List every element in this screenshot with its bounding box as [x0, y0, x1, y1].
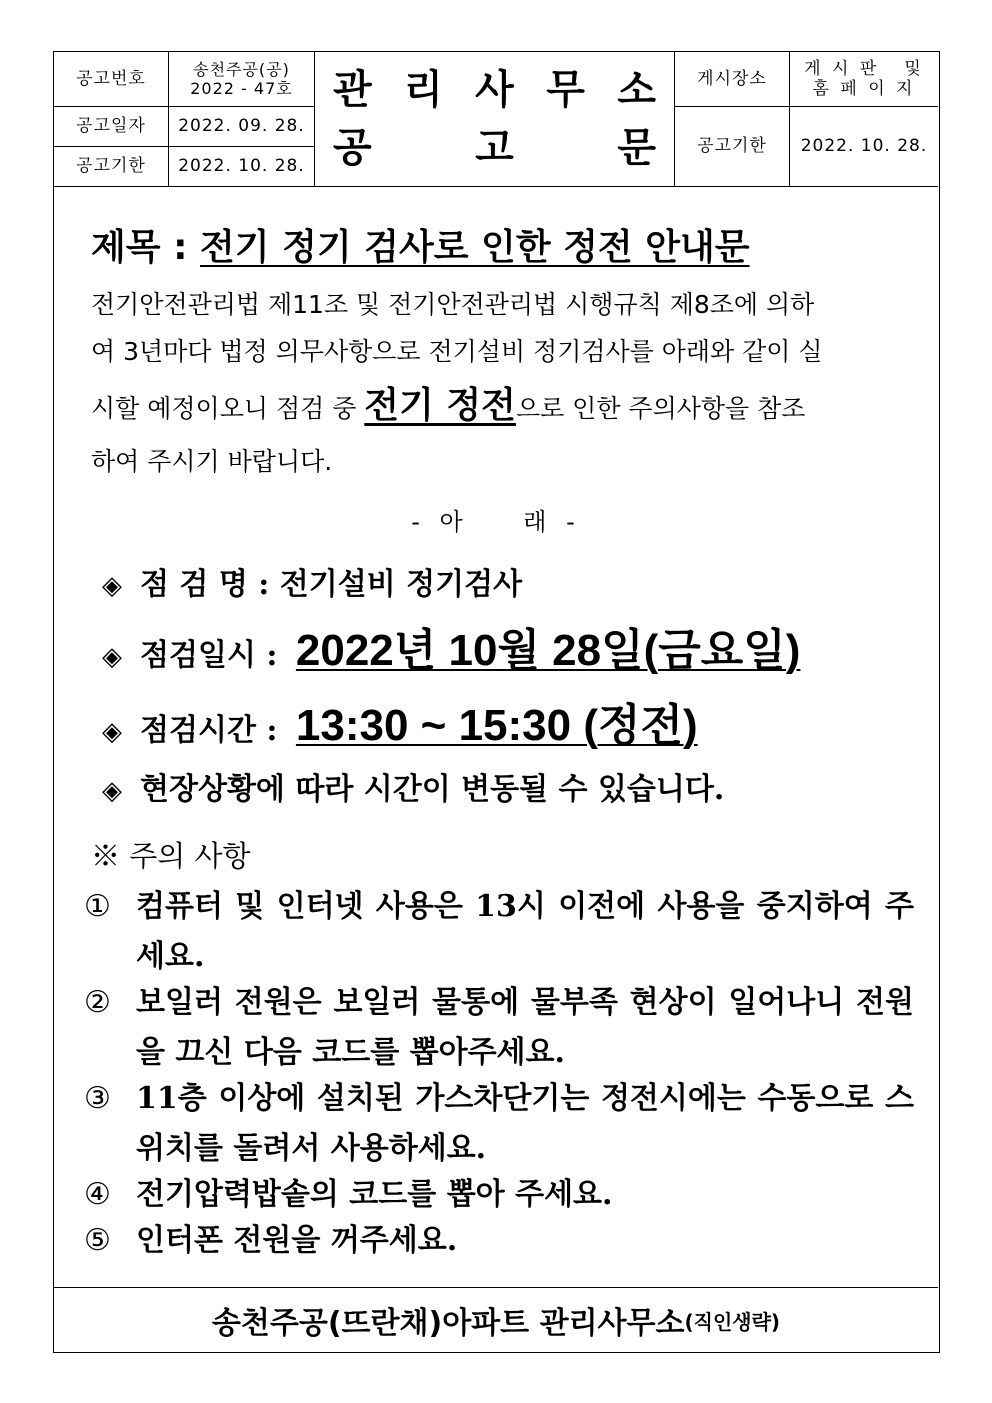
post-place-value-2: 홈 페 이 지	[812, 79, 916, 99]
header-table	[54, 52, 938, 187]
caution-text: 전기압력밥솥의 코드를 뽑아 주세요.	[136, 1177, 613, 1212]
caution-num: ②	[84, 985, 111, 1020]
caution-num: ①	[84, 889, 111, 924]
caution-heading: ※ 주의 사항	[91, 839, 251, 873]
big-title-line2	[315, 119, 675, 186]
caution-text: 보일러 전원은 보일러 물통에 물부족 현상이 일어나니 전원을 끄신 다음 코드를 뽑아주세요.	[136, 985, 914, 1070]
big-char: 무	[546, 66, 585, 113]
diamond-icon: ◈	[102, 717, 122, 747]
inspection-date-label: 점검일시 :	[140, 638, 288, 673]
caution-text: 인터폰 전원을 꺼주세요.	[136, 1223, 458, 1258]
caution-item-3	[84, 1074, 914, 1174]
inspection-time-value: 13:30 ~ 15:30 (정전)	[295, 701, 698, 750]
right-deadline-value: 2022. 10. 28.	[800, 136, 928, 157]
below-marker: - 아 래 -	[411, 508, 581, 536]
body-line-4: 하여 주시기 바랍니다.	[91, 447, 333, 476]
deadline-label: 공고기한	[54, 147, 169, 186]
footer-signature	[54, 1287, 938, 1352]
big-char: 관	[333, 66, 372, 113]
caution-item-1	[84, 882, 914, 982]
notice-date-value: 2022. 09. 28.	[169, 107, 315, 147]
title-text: 전기 정기 검사로 인한 정전 안내문	[200, 227, 750, 268]
caution-text: 11층 이상에 설치된 가스차단기는 정전시에는 수동으로 스위치를 돌려서 사용하세요.	[136, 1081, 914, 1166]
inspection-name-row	[102, 559, 522, 603]
post-place-value-1: 게 시 판 및	[804, 58, 924, 79]
inspection-date-row	[102, 614, 800, 678]
big-char: 리	[404, 66, 443, 113]
body-line-2: 여 3년마다 법정 의무사항으로 전기설비 정기검사를 아래와 같이 실	[91, 337, 823, 366]
caution-item-4	[84, 1170, 914, 1220]
body-line-3	[91, 377, 906, 428]
big-char: 문	[617, 124, 656, 171]
caution-num: ⑤	[84, 1223, 111, 1258]
diamond-icon: ◈	[102, 776, 122, 806]
inspection-time-label: 점검시간 :	[140, 713, 288, 748]
big-char: 고	[475, 124, 514, 171]
notice-no-value-2: 2022 - 47호	[190, 79, 293, 98]
diamond-icon: ◈	[102, 571, 122, 601]
right-deadline-label: 공고기한	[675, 107, 790, 186]
diamond-icon: ◈	[102, 642, 122, 672]
caution-text: 컴퓨터 및 인터넷 사용은 13시 이전에 사용을 중지하여 주세요.	[136, 889, 914, 974]
title-prefix: 제목 :	[91, 227, 201, 268]
post-place-label: 게시장소	[675, 52, 790, 107]
deadline-value: 2022. 10. 28.	[169, 147, 315, 186]
notice-frame	[53, 51, 940, 1353]
inspection-time-row	[102, 689, 698, 753]
notice-no-value	[169, 52, 315, 107]
notice-no-value-1: 송천주공(공)	[193, 59, 290, 79]
footer-seal-omitted: (직인생략)	[684, 1309, 781, 1334]
post-place-value	[790, 52, 938, 107]
body-line-3-pre: 시할 예정이오니 점검 중	[91, 394, 365, 423]
inspection-name-label: 점 검 명 :	[140, 567, 280, 602]
big-title-line1	[315, 52, 675, 119]
caution-num: ③	[84, 1081, 111, 1116]
inspection-name-value: 전기설비 정기검사	[279, 567, 523, 602]
big-char: 소	[617, 66, 656, 113]
inspection-date-value: 2022년 10월 28일(금요일)	[295, 626, 801, 675]
notice-no-label: 공고번호	[54, 52, 169, 107]
body-line-1: 전기안전관리법 제11조 및 전기안전관리법 시행규칙 제8조에 의하	[91, 290, 815, 319]
big-char: 사	[475, 66, 514, 113]
caution-item-5	[84, 1216, 914, 1266]
big-char: 공	[333, 124, 372, 171]
body-line-3-post: 으로 인한 주의사항을 참조	[515, 394, 806, 423]
caution-item-2	[84, 978, 914, 1078]
notice-title	[91, 219, 750, 270]
caution-num: ④	[84, 1177, 111, 1212]
power-outage-emphasis: 전기 정전	[364, 385, 516, 426]
time-change-note-row	[102, 764, 724, 808]
time-change-note: 현장상황에 따라 시간이 변동될 수 있습니다.	[140, 772, 725, 807]
notice-date-label: 공고일자	[54, 107, 169, 147]
footer-office-name: 송천주공(뜨란채)아파트 관리사무소	[211, 1306, 685, 1341]
